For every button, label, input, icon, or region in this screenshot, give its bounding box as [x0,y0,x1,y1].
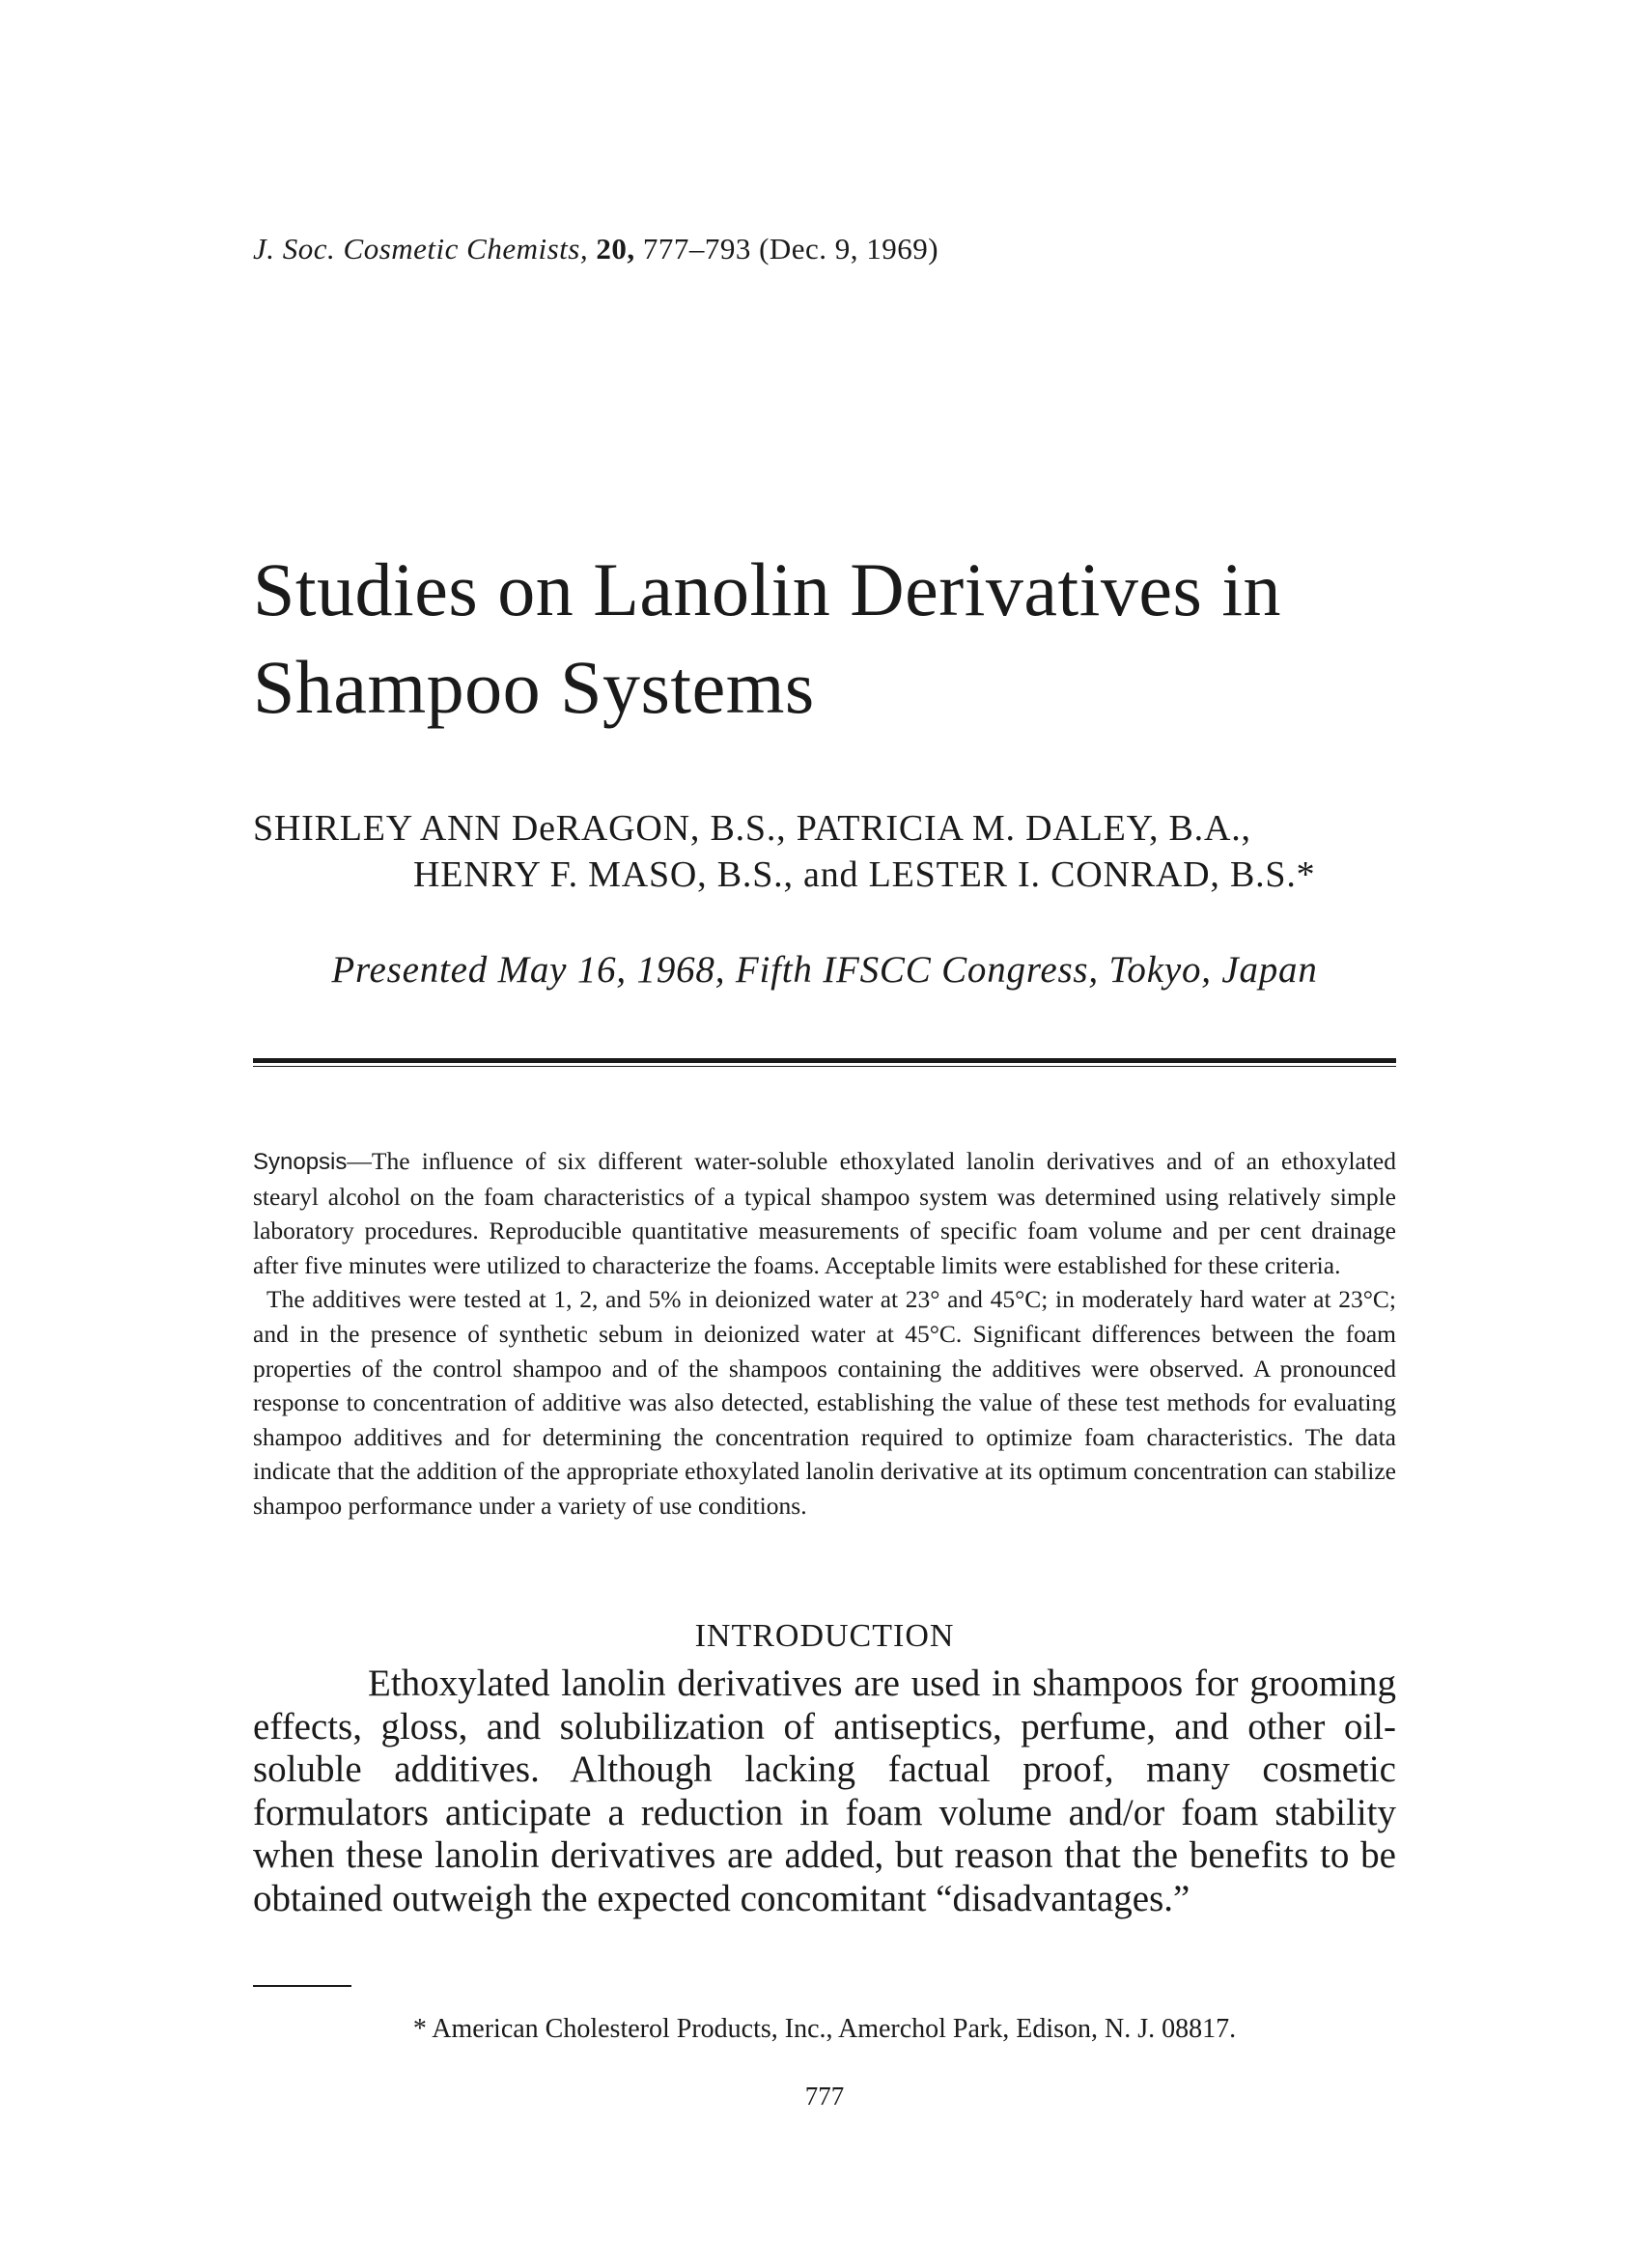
title-line-1: Studies on Lanolin Derivatives in [253,547,1282,631]
title-line-2: Shampoo Systems [253,645,815,729]
article-title [253,541,1281,736]
introduction-body [253,1663,1396,1920]
introduction-paragraph: Ethoxylated lanolin derivatives are used in shampoos for grooming effects, gloss, and solubilization of antiseptics, perfume, and other oil-soluble additives. Although lacking factual proof, many cosmetic formulators anticipate a reduction in foam volume and/or foam stability when these lanolin derivatives are added, but reason that the benefits to be obtained outweigh the expected concomitant “disadvantages.” [253,1663,1396,1919]
presentation-note: Presented May 16, 1968, Fifth IFSCC Congress, Tokyo, Japan [331,949,1318,991]
synopsis-paragraph-2: The additives were tested at 1, 2, and 5% in deionized water at 23° and 45°C; in moderately hard water at 23°C; and in the presence of synthetic sebum in deionized water at 45°C. Significant differences between the foam properties of the control shampoo and of the shampoos containing the additives were observed. A pronounced response to concentration of additive was also detected, establishing the value of these test methods for evaluating shampoo additives and for determining the concentration required to optimize foam characteristics. The data indicate that the addition of the appropriate ethoxylated lanolin derivative at its optimum concentration can stabilize shampoo performance under a variety of use conditions. [253,1285,1396,1520]
journal-volume: 20, [596,232,635,266]
section-heading-introduction: INTRODUCTION [694,1618,955,1654]
journal-pages-date: 777–793 (Dec. 9, 1969) [642,232,939,266]
synopsis [253,1144,1396,1524]
footnote-rule [253,1985,351,1987]
journal-citation [253,232,938,266]
title-divider-thick [253,1058,1396,1063]
title-divider-thin [253,1066,1396,1067]
author-list [253,805,1315,898]
page-number: 777 [804,2082,845,2111]
synopsis-label: Synopsis [253,1149,348,1175]
footnote: * American Cholesterol Products, Inc., Amerchol Park, Edison, N. J. 08817. [412,2014,1237,2044]
authors-line-2: HENRY F. MASO, B.S., and LESTER I. CONRAD, B.S.* [413,854,1316,895]
journal-name: J. Soc. Cosmetic Chemists, [253,232,589,266]
synopsis-paragraph-1 [253,1144,1396,1282]
synopsis-text-1: —The influence of six different water-soluble ethoxylated lanolin derivatives and of an ethoxylated stearyl alcohol on the foam characteristics of a typical shampoo system was determined using relatively simple laboratory procedures. Reproducible quantitative measurements of specific foam volume and per cent drainage after five minutes were utilized to characterize the foams. Acceptable limits were established for these criteria. [253,1147,1396,1279]
authors-line-1: SHIRLEY ANN DeRAGON, B.S., PATRICIA M. DALEY, B.A., [253,808,1251,849]
